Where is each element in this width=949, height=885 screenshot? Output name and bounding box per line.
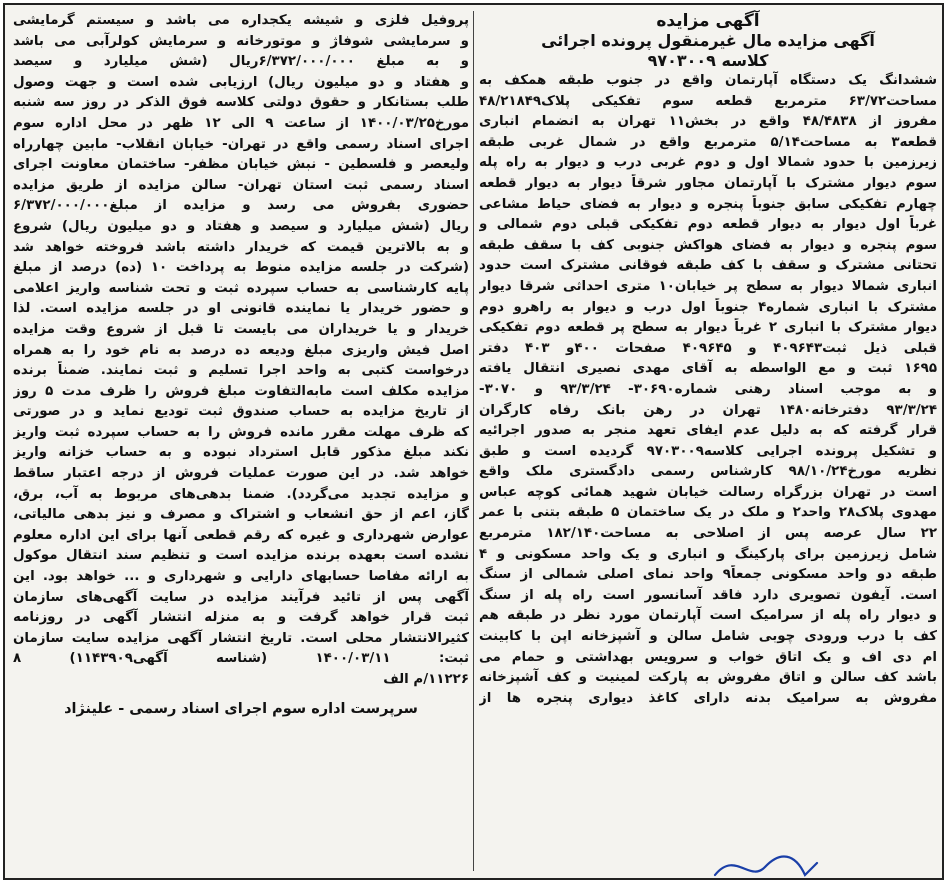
text-line: مهدوی پلاک۲۸ واحد۲ و ملک در یک ساختمان ۵ طبقه بتنی با عمر [479, 505, 937, 521]
text-line: است در تهران بزرگراه رسالت خیابان شهید همائی کوچه عباس [479, 484, 937, 500]
text-line: نکند مبلغ مذکور قابل استرداد نبوده و به حساب خزانه واریز [13, 445, 469, 461]
text-line: حضوری بفروش می رسد و مزایده از مبلغ۶/۳۷۲/۰۰۰/۰۰۰ [13, 198, 469, 214]
text-line: خریدار و یا خریداران می بایست تا قبل از شروع وقت مزایده [13, 321, 469, 337]
text-line: کثیرالانتشار محلی است. تاریخ انتشار آگهی مزایده سایت سازمان [13, 630, 469, 646]
text-line: ریال (شش میلیارد و سیصد و هفتاد و دو میلیون ریال) شروع [13, 218, 469, 234]
text-line: خواهد شد. در این صورت عملیات فروش از درجه اعتبار ساقط [13, 466, 469, 482]
text-line: نظریه مورخ۹۸/۱۰/۲۴ کارشناس رسمی دادگستری ملک واقع [479, 464, 937, 480]
text-line: است. آیفون تصویری دارد فاقد آسانسور است راه پله از سنگ [479, 587, 937, 603]
text-line: پایه کارشناسی به حساب سپرده ثبت و تحت شناسه واریز اعلامی [13, 280, 469, 296]
text-line: ۲۲ سال عرصه پس از اصلاحی به مساحت۱۸۲/۱۴۰ مترمربع [479, 526, 937, 542]
text-line: اسناد رسمی ثبت استان تهران- سالن مزایده از طریق مزایده [13, 177, 469, 193]
notice-title: آگهی مزایده [656, 11, 760, 31]
text-line: گاز، اعم از حق انشعاب و اشتراک و مصرف و نیز بدهی مالیاتی، [13, 507, 469, 523]
right-column-body [479, 71, 937, 709]
pen-signature-mark [705, 845, 865, 885]
text-line: طلب بستانکار و حقوق دولتی کلاسه فوق الذکر در روز سه شنبه [13, 95, 469, 111]
text-line: مفروش به سرامیک بدنه دارای کاغذ دیواری پنجره ها از [479, 690, 937, 706]
text-line: پروفیل فلزی و شیشه یکجداره می باشد و سیستم گرمایشی [13, 13, 469, 28]
text-line: طبقه دو واحد مسکونی جمعاً۹ واحد نمای اصلی شمالی از سنگ [479, 567, 937, 583]
text-line: از تاریخ مزایده به حساب صندوق ثبت تودیع نماید و در صورتی [13, 404, 469, 420]
text-line: چهارم تفکیکی سابق جنوباً پنجره و دیوار به فضای حیاط مشاعی [479, 196, 937, 212]
case-number: کلاسه ۹۷۰۳۰۰۹ [647, 51, 769, 70]
text-line: درخواست کتبی به واحد اجرا تسلیم و ثبت نمایند. ضمناً برنده [13, 363, 469, 379]
text-line: ام دی اف و یک اتاق خواب و سرویس بهداشتی و حمام می [479, 649, 937, 665]
text-line: شامل زیرزمین برای پارکینگ و انباری و یک واحد مسکونی و ۴ [479, 546, 937, 562]
text-line: کف با درب ورودی چوبی شامل سالن و آشپزخانه اپن با کابینت [479, 629, 937, 645]
text-line: باشد کف سالن و اتاق مفروش به پارکت لمینیت و کف آشپزخانه [479, 670, 937, 686]
text-line: قطعه۳ به مساحت۵/۱۴ مترمربع واقع در شمال غربی طبقه [479, 134, 937, 150]
text-line: نشده است بعهده برنده مزایده است و تنظیم سند انتقال موکول [13, 548, 469, 564]
text-line: ۱۶۹۵ ثبت و مع الواسطه به آقای مهدی نصیری انتقال یافته [479, 361, 937, 377]
text-line: و مزایده تجدید می‌گردد). ضمنا بدهی‌های مربوط به آب، برق، [13, 486, 469, 502]
text-line: غرباً اول دیوار به دیوار قطعه دوم تفکیکی قبلی دوم شمالی و [479, 217, 937, 233]
left-column [13, 11, 469, 719]
text-line: و به بالاترین قیمت که خریدار داشته باشد فروخته خواهد شد [13, 239, 469, 255]
text-line: ولیعصر و فلسطین - نبش خیابان مظفر- ساختمان معاونت اجرای [13, 157, 469, 173]
text-line: مفروز از ۴۸/۴۸۳۸ واقع در بخش۱۱ تهران به انضمام انباری [479, 114, 937, 130]
text-line: و به موجب اسناد رهنی شماره۳۰۶۹۰- ۹۳/۳/۲۴ و ۳۰۷۰- [479, 381, 937, 397]
right-column [479, 11, 937, 709]
text-line: مورخ۱۴۰۰/۰۳/۲۵ از ساعت ۹ الی ۱۲ ظهر در محل اداره سوم [13, 115, 469, 131]
text-line: و به مبلغ ۶/۳۷۲/۰۰۰/۰۰۰ریال (شش میلیارد و سیصد [13, 54, 469, 70]
text-line: (شرکت در جلسه مزایده منوط به پرداخت ۱۰ (ده) درصد از مبلغ [13, 260, 469, 276]
text-line: مشترک با انباری شماره۴ جنوباً اول درب و دیوار به راهرو دوم [479, 299, 937, 315]
text-line: ۱۱۲۲۶/م الف [383, 672, 469, 687]
text-line: و سرمایشی شوفاژ و موتورخانه و سرمایش کولرآبی می باشد [13, 33, 469, 49]
text-line: که ظرف مهلت مقرر مانده فروش را به حساب سپرده ثبت واریز [13, 424, 469, 440]
text-line: مزایده مکلف است مابه‌التفاوت مبلغ فروش را ظرف مدت ۵ روز [13, 383, 469, 399]
text-line: اصل فیش واریزی مبلغ ودیعه ده درصد به نام خود را به همراه [13, 342, 469, 358]
text-line: اجرای اسناد رسمی واقع در تهران- خیابان انقلاب- مابین چهارراه [13, 136, 469, 152]
text-line: تحتانی مشترک و سقف با کف طبقه فوقانی مشترک است حدود [479, 258, 937, 274]
signature-line: سرپرست اداره سوم اجرای اسناد رسمی - علینژاد [64, 700, 418, 717]
text-line: و تشکیل پرونده اجرایی کلاسه۹۷۰۳۰۰۹ گردیده است و طبق [479, 443, 937, 459]
notice-frame [3, 3, 944, 880]
text-line: ثبت قرار خواهد گرفت و به منزله انتشار آگهی در روزنامه [13, 610, 469, 626]
column-divider [473, 11, 474, 871]
text-line: و حضور خریدار یا نماینده قانونی او در جلسه مزایده است. لذا [13, 301, 469, 317]
text-line: قرار گرفته که به دلیل عدم ایفای تعهد منجر به صدور اجرائیه [479, 423, 937, 439]
text-line: زیرزمین با حدود شمالا اول و دوم غربی درب و دیوار به راه پله [479, 155, 937, 171]
text-line: مساحت۶۳/۷۲ مترمربع قطعه سوم تفکیکی پلاک۴۸/۲۱۸۴۹ [479, 93, 937, 109]
text-line: ثبت: ۱۴۰۰/۰۳/۱۱ (شناسه آگهی۱۱۴۳۹۰۹) ۸ [13, 651, 469, 667]
text-line: قبلی ذیل ثبت۴۰۹۶۴۳ و ۴۰۹۶۴۵ صفحات ۴۰۰و ۴۰۳ دفتر [479, 340, 937, 356]
text-line: عوارض شهرداری و غیره که رقم قطعی آنها برای این اداره معلوم [13, 527, 469, 543]
text-line: دیوار مشترک با انباری ۲ غرباً دیوار به سطح پر قطعه دوم تفکیکی [479, 320, 937, 336]
notice-subtitle: آگهی مزایده مال غیرمنقول پرونده اجرائی [541, 31, 875, 50]
left-column-body [13, 11, 469, 691]
text-line: سوم دیوار مشترک با آپارتمان مجاور شرقاً دیوار به دیوار قطعه [479, 175, 937, 191]
text-line: انباری شمالا دیوار به سطح پر خیابان۱۰ متری احداثی شرقا دیوار [479, 278, 937, 294]
text-line: ششدانگ یک دستگاه آپارتمان واقع در جنوب طبقه همکف به [479, 73, 937, 88]
text-line: آگهی پس از تائید فرآیند مزایده در سایت آگهی‌های سازمان [13, 589, 469, 605]
text-line: ۹۳/۳/۲۴ دفترخانه۱۴۸۰ تهران در رهن بانک رفاه کارگران [479, 402, 937, 418]
text-line: و دیوار راه پله از سرامیک است آپارتمان مورد نظر در طبقه هم [479, 608, 937, 624]
text-line: به ارائه مفاصا حسابهای دارایی و شهرداری و ... خواهد بود. این [13, 569, 469, 585]
text-line: و هفتاد و دو میلیون ریال) ارزیابی شده است و جهت وصول [13, 74, 469, 90]
text-line: سوم پنجره و دیوار به فضای هواکش جنوبی کف با سقف طبقه [479, 237, 937, 253]
